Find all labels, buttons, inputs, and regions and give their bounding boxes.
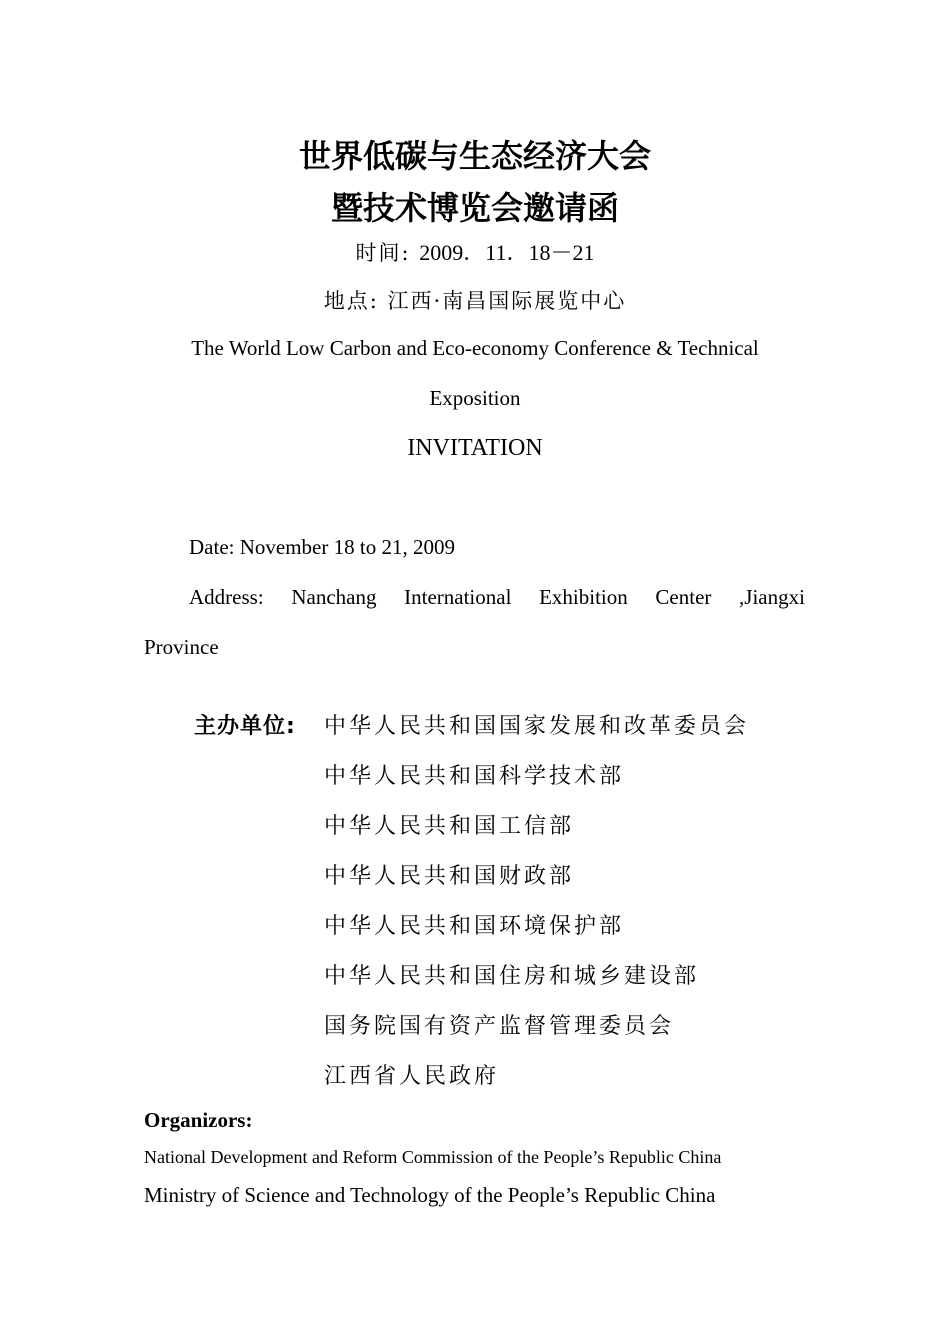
en-date: Date: November 18 to 21, 2009 (189, 535, 455, 559)
title-line-1: 世界低碳与生态经济大会 (298, 137, 651, 175)
en-organizer-item: Ministry of Science and Technology of the People’s Republic China (144, 1183, 716, 1207)
address-word: Exhibition (539, 585, 628, 609)
cn-organizers-label: 主办单位: (194, 714, 296, 739)
cn-organizer-item: 国务院国有资产监督管理委员会 (324, 1014, 675, 1039)
cn-organizer-item: 中华人民共和国科学技术部 (324, 764, 625, 789)
address-word: Center (655, 585, 712, 609)
en-title-line-1: The World Low Carbon and Eco-economy Conference & Technical (191, 336, 759, 360)
en-title-line-2: Exposition (429, 386, 521, 410)
cn-time (0, 236, 950, 267)
invitation-heading: INVITATION (407, 435, 543, 461)
address-word: International (404, 585, 512, 609)
cn-organizer-item: 中华人民共和国财政部 (324, 864, 575, 889)
cn-time-value: 2009．11．18－21 (419, 240, 595, 265)
address-word: ,Jiangxi (739, 585, 805, 609)
title-line-2: 暨技术博览会邀请函 (330, 189, 619, 227)
cn-place (0, 285, 950, 315)
cn-time-label: 时间: (355, 241, 411, 265)
cn-organizer-item: 中华人民共和国工信部 (324, 814, 575, 839)
cn-organizer-item: 中华人民共和国国家发展和改革委员会 (324, 714, 750, 739)
address-word: Address: (189, 585, 264, 609)
cn-place-value: 江西·南昌国际展览中心 (387, 289, 627, 313)
en-address-line (189, 585, 805, 610)
cn-organizer-item: 中华人民共和国住房和城乡建设部 (324, 964, 700, 989)
en-organizer-item: National Development and Reform Commission of the People’s Republic China (144, 1147, 722, 1167)
cn-organizer-item: 中华人民共和国环境保护部 (324, 914, 625, 939)
en-address-continuation: Province (144, 635, 219, 659)
address-word: Nanchang (291, 585, 377, 609)
cn-organizer-item: 江西省人民政府 (324, 1064, 500, 1089)
cn-place-label: 地点: (323, 289, 379, 313)
en-organizers-heading: Organizors: (144, 1108, 253, 1132)
